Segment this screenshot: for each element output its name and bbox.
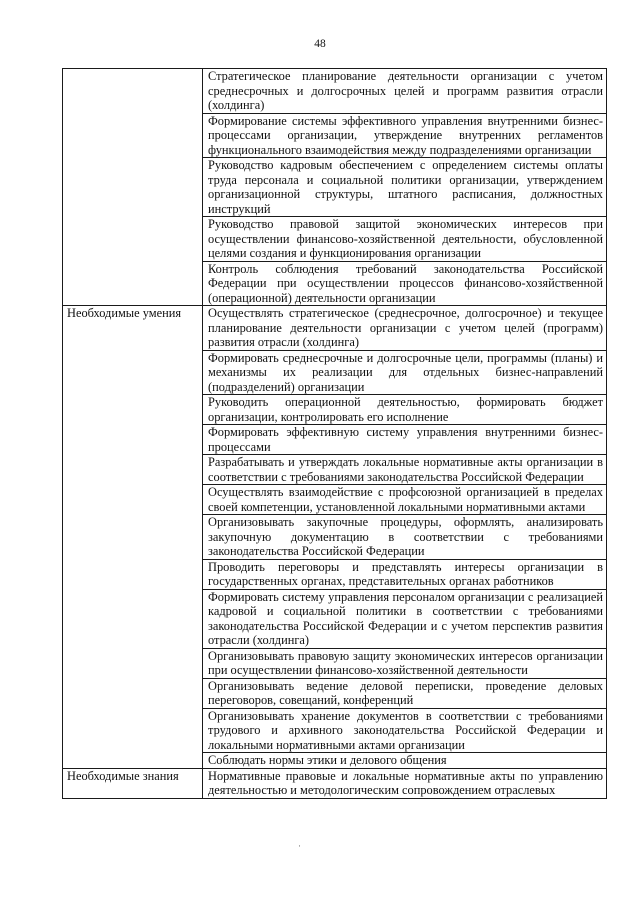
description-cell: Стратегическое планирование деятельности организации с учетом среднесрочных и долгосрочных целей и программ развития отрасли (холдинга): [203, 69, 607, 114]
table-row: [63, 69, 607, 114]
section-label-cell: Необходимые знания: [63, 768, 203, 798]
description-cell: Разрабатывать и утверждать локальные нормативные акты организации в соответствии с требованиями законодательства Российской Федерации: [203, 455, 607, 485]
description-cell: Нормативные правовые и локальные нормативные акты по управлению деятельностью и методологическим сопровождением отраслевых: [203, 768, 607, 798]
description-cell: Формировать систему управления персоналом организации с реализацией кадровой и социальной политики в соответствии с требованиями законодательства Российской Федерации и с учетом перспектив развития отрасли (холдинга): [203, 589, 607, 648]
description-cell: Осуществлять взаимодействие с профсоюзной организацией в пределах своей компетенции, установленной локальными нормативными актами: [203, 485, 607, 515]
description-cell: Осуществлять стратегическое (среднесрочное, долгосрочное) и текущее планирование деятельности организации с учетом целей (программ) развития отрасли (холдинга): [203, 306, 607, 351]
description-cell: Контроль соблюдения требований законодательства Российской Федерации при осуществлении процессов финансово-хозяйственной (операционной) деятельности организации: [203, 261, 607, 306]
description-cell: Организовывать правовую защиту экономических интересов организации при осуществлении финансово-хозяйственной деятельности: [203, 648, 607, 678]
page-number: 48: [314, 38, 326, 50]
description-cell: Проводить переговоры и представлять интересы организации в государственных органах, представительных органах работников: [203, 559, 607, 589]
description-cell: Формировать среднесрочные и долгосрочные цели, программы (планы) и механизмы их реализации для отдельных бизнес-направлений (подразделений) организации: [203, 350, 607, 395]
table-row: [63, 306, 607, 351]
description-cell: Руководить операционной деятельностью, формировать бюджет организации, контролировать его исполнение: [203, 395, 607, 425]
description-cell: Руководство кадровым обеспечением с определением системы оплаты труда персонала и социальной политики организации, утверждением организационной структуры, штатного расписания, должностных инструкций: [203, 158, 607, 217]
scan-artifact-dot: ·: [298, 841, 301, 851]
section-label-cell: Необходимые умения: [63, 306, 203, 769]
description-cell: Руководство правовой защитой экономических интересов при осуществлении финансово-хозяйственной деятельности, обусловленной целями создания и функционирования организации: [203, 217, 607, 262]
description-cell: Соблюдать нормы этики и делового общения: [203, 753, 607, 769]
qualification-table: [62, 68, 607, 799]
qualification-table-body: [63, 69, 607, 799]
description-cell: Организовывать ведение деловой переписки, проведение деловых переговоров, совещаний, конференций: [203, 678, 607, 708]
description-cell: Формирование системы эффективного управления внутренними бизнес-процессами организации, утверждение внутренних регламентов функционального взаимодействия между подразделениями организации: [203, 113, 607, 158]
description-cell: Организовывать хранение документов в соответствии с требованиями трудового и архивного законодательства Российской Федерации и локальными нормативными актами организации: [203, 708, 607, 753]
description-cell: Формировать эффективную систему управления внутренними бизнес-процессами: [203, 425, 607, 455]
table-row: [63, 768, 607, 798]
description-cell: Организовывать закупочные процедуры, оформлять, анализировать закупочную документацию в соответствии с требованиями законодательства Российской Федерации: [203, 515, 607, 560]
section-label-cell: [63, 69, 203, 306]
